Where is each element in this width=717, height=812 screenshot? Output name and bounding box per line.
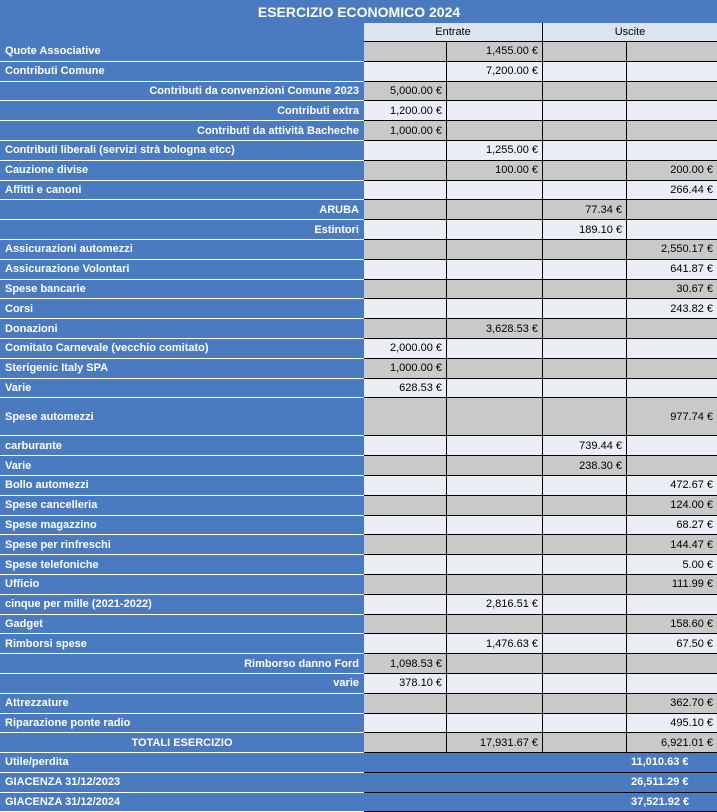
cell-e1 [364, 61, 447, 81]
cell-u1 [543, 614, 627, 634]
cell-e1 [364, 279, 447, 299]
cell-u2: 30.67 € [627, 279, 717, 299]
row-label: Spese per rinfreschi [1, 535, 364, 555]
cell-e1 [364, 634, 447, 654]
row-label: Contributi Comune [1, 61, 364, 81]
cell-e1: 378.10 € [364, 673, 447, 693]
summary-label: GIACENZA 31/12/2023 [1, 772, 364, 792]
cell-e1 [364, 555, 447, 575]
row-label: varie [1, 673, 364, 693]
table-row [1, 220, 717, 240]
cell-u1 [543, 535, 627, 555]
cell-e1 [364, 180, 447, 200]
table-row [1, 200, 717, 220]
row-label: Spese automezzi [1, 398, 364, 436]
cell-u1 [543, 338, 627, 358]
table-row [1, 594, 717, 614]
cell-e2 [447, 101, 543, 121]
cell-u2 [627, 101, 717, 121]
row-label: Ufficio [1, 574, 364, 594]
table-row [1, 634, 717, 654]
summary-blank-cell [447, 753, 543, 773]
cell-u1 [543, 319, 627, 339]
cell-u2 [627, 654, 717, 674]
cell-e1 [364, 515, 447, 535]
cell-e1 [364, 200, 447, 220]
cell-e2 [447, 338, 543, 358]
cell-e2 [447, 180, 543, 200]
cell-u1 [543, 101, 627, 121]
cell-e1 [364, 495, 447, 515]
cell-u1: 77.34 € [543, 200, 627, 220]
cell-u2: 495.10 € [627, 713, 717, 733]
table-row [1, 279, 717, 299]
cell-e2 [447, 200, 543, 220]
cell-u1 [543, 713, 627, 733]
summary-blank-cell [543, 792, 627, 812]
cell-u2 [627, 338, 717, 358]
cell-e1 [364, 436, 447, 456]
cell-u2: 68.27 € [627, 515, 717, 535]
cell-u1 [543, 42, 627, 62]
cell-u2 [627, 436, 717, 456]
row-label: Riparazione ponte radio [1, 713, 364, 733]
table-row [1, 398, 717, 436]
cell-e2 [447, 574, 543, 594]
table-row [1, 239, 717, 259]
cell-u1 [543, 654, 627, 674]
table-row [1, 555, 717, 575]
cell-u1 [543, 495, 627, 515]
cell-e2 [447, 475, 543, 495]
cell-e2: 2,816.51 € [447, 594, 543, 614]
cell-e2 [447, 614, 543, 634]
cell-e2: 1,476.63 € [447, 634, 543, 654]
cell-u2: 977.74 € [627, 398, 717, 436]
cell-u2: 6,921.01 € [627, 733, 717, 753]
cell-u2: 124.00 € [627, 495, 717, 515]
cell-e2: 100.00 € [447, 160, 543, 180]
cell-u1 [543, 81, 627, 101]
row-label: Contributi da attività Bacheche [1, 121, 364, 141]
cell-u2 [627, 220, 717, 240]
row-label: Varie [1, 378, 364, 398]
cell-e2: 17,931.67 € [447, 733, 543, 753]
cell-u2 [627, 121, 717, 141]
table-row [1, 574, 717, 594]
table-row [1, 338, 717, 358]
summary-blank-cell [543, 753, 627, 773]
table-row [1, 180, 717, 200]
cell-u2: 5.00 € [627, 555, 717, 575]
cell-e2 [447, 515, 543, 535]
cell-u1 [543, 693, 627, 713]
cell-u2 [627, 594, 717, 614]
cell-u2: 472.67 € [627, 475, 717, 495]
cell-u2 [627, 200, 717, 220]
summary-blank-cell [364, 772, 447, 792]
cell-u2 [627, 378, 717, 398]
row-label: carburante [1, 436, 364, 456]
cell-u1 [543, 398, 627, 436]
cell-e1 [364, 259, 447, 279]
cell-e1: 628.53 € [364, 378, 447, 398]
row-label: Cauzione divise [1, 160, 364, 180]
cell-e1 [364, 594, 447, 614]
cell-e2 [447, 279, 543, 299]
cell-e2: 7,200.00 € [447, 61, 543, 81]
cell-u2 [627, 42, 717, 62]
row-label: ARUBA [1, 200, 364, 220]
cell-e2 [447, 378, 543, 398]
cell-e2 [447, 398, 543, 436]
cell-e1 [364, 220, 447, 240]
cell-e1: 1,000.00 € [364, 358, 447, 378]
table-row [1, 693, 717, 713]
cell-u1 [543, 180, 627, 200]
summary-blank-cell [447, 772, 543, 792]
header-entrate: Entrate [364, 23, 543, 42]
cell-u1 [543, 574, 627, 594]
cell-e2 [447, 495, 543, 515]
cell-u1 [543, 594, 627, 614]
row-label: Sterigenic Italy SPA [1, 358, 364, 378]
row-label: Attrezzature [1, 693, 364, 713]
cell-u1 [543, 475, 627, 495]
table-row [1, 319, 717, 339]
cell-e1 [364, 574, 447, 594]
cell-e2 [447, 535, 543, 555]
cell-u2: 243.82 € [627, 299, 717, 319]
row-label: Bollo automezzi [1, 475, 364, 495]
cell-e1: 1,098.53 € [364, 654, 447, 674]
summary-blank-cell [364, 753, 447, 773]
summary-label: Utile/perdita [1, 753, 364, 773]
cell-u1: 238.30 € [543, 456, 627, 476]
table-row [1, 101, 717, 121]
cell-e1 [364, 614, 447, 634]
row-label: cinque per mille (2021-2022) [1, 594, 364, 614]
cell-e1: 2,000.00 € [364, 338, 447, 358]
table-row [1, 358, 717, 378]
cell-u1 [543, 673, 627, 693]
cell-u1 [543, 121, 627, 141]
cell-u1 [543, 378, 627, 398]
row-label: Spese cancelleria [1, 495, 364, 515]
table-row [1, 654, 717, 674]
cell-e1 [364, 319, 447, 339]
summary-row [1, 753, 717, 773]
header-blank [1, 23, 364, 42]
table-row [1, 42, 717, 62]
cell-u2: 158.60 € [627, 614, 717, 634]
summary-blank-cell [364, 792, 447, 812]
cell-u1 [543, 61, 627, 81]
cell-e1 [364, 398, 447, 436]
table-row [1, 160, 717, 180]
table-row [1, 378, 717, 398]
cell-e2 [447, 555, 543, 575]
cell-u2: 111.99 € [627, 574, 717, 594]
table-row [1, 140, 717, 160]
cell-u2 [627, 358, 717, 378]
table-row [1, 475, 717, 495]
cell-u1 [543, 140, 627, 160]
table-row [1, 61, 717, 81]
summary-value: 37,521.92 € [627, 792, 717, 812]
row-label: Spese telefoniche [1, 555, 364, 575]
row-label: Assicurazione Volontari [1, 259, 364, 279]
row-label: Rimborsi spese [1, 634, 364, 654]
cell-e1 [364, 535, 447, 555]
cell-u2: 2,550.17 € [627, 239, 717, 259]
cell-e1 [364, 299, 447, 319]
cell-u1 [543, 358, 627, 378]
table-row [1, 299, 717, 319]
summary-row [1, 792, 717, 812]
table-row [1, 713, 717, 733]
cell-e1 [364, 140, 447, 160]
cell-u2 [627, 456, 717, 476]
cell-u2 [627, 319, 717, 339]
table-row [1, 495, 717, 515]
cell-e1 [364, 475, 447, 495]
table-row [1, 81, 717, 101]
cell-u2: 362.70 € [627, 693, 717, 713]
row-label: Quote Associative [1, 42, 364, 62]
cell-e1 [364, 456, 447, 476]
cell-e2 [447, 693, 543, 713]
cell-e2 [447, 81, 543, 101]
table-row [1, 259, 717, 279]
cell-e2 [447, 654, 543, 674]
cell-u1 [543, 634, 627, 654]
summary-row [1, 772, 717, 792]
cell-e2 [447, 713, 543, 733]
cell-e2 [447, 239, 543, 259]
row-label: Contributi extra [1, 101, 364, 121]
cell-e2: 1,455.00 € [447, 42, 543, 62]
cell-e2: 3,628.53 € [447, 319, 543, 339]
cell-e2 [447, 299, 543, 319]
cell-u2 [627, 81, 717, 101]
cell-u2 [627, 140, 717, 160]
cell-u1 [543, 259, 627, 279]
cell-u1 [543, 299, 627, 319]
row-label: Estintori [1, 220, 364, 240]
table-row [1, 121, 717, 141]
row-label: Assicurazioni automezzi [1, 239, 364, 259]
cell-e1: 5,000.00 € [364, 81, 447, 101]
summary-blank-cell [447, 792, 543, 812]
cell-e2 [447, 436, 543, 456]
row-label: Comitato Carnevale (vecchio comitato) [1, 338, 364, 358]
header-uscite: Uscite [543, 23, 717, 42]
summary-label: GIACENZA 31/12/2024 [1, 792, 364, 812]
row-label: Contributi da convenzioni Comune 2023 [1, 81, 364, 101]
cell-e2 [447, 259, 543, 279]
cell-u1: 189.10 € [543, 220, 627, 240]
cell-e2 [447, 220, 543, 240]
cell-e2 [447, 358, 543, 378]
cell-u1: 739.44 € [543, 436, 627, 456]
row-label: Corsi [1, 299, 364, 319]
cell-e2 [447, 673, 543, 693]
summary-value: 11,010.63 € [627, 753, 717, 773]
summary-blank-cell [543, 772, 627, 792]
cell-u2: 144.47 € [627, 535, 717, 555]
cell-u2: 641.87 € [627, 259, 717, 279]
cell-e1 [364, 42, 447, 62]
row-label: Varie [1, 456, 364, 476]
summary-value: 26,511.29 € [627, 772, 717, 792]
cell-e2 [447, 456, 543, 476]
row-label: Donazioni [1, 319, 364, 339]
cell-u2 [627, 61, 717, 81]
cell-e1 [364, 713, 447, 733]
row-label: Rimborso danno Ford [1, 654, 364, 674]
table-row [1, 436, 717, 456]
cell-u2 [627, 673, 717, 693]
table-row [1, 535, 717, 555]
row-label: Spese magazzino [1, 515, 364, 535]
row-label: Affitti e canoni [1, 180, 364, 200]
cell-u1 [543, 555, 627, 575]
cell-u1 [543, 515, 627, 535]
table-row [1, 614, 717, 634]
sheet-title: ESERCIZIO ECONOMICO 2024 [1, 1, 717, 23]
cell-u1 [543, 733, 627, 753]
table-row [1, 456, 717, 476]
table-row [1, 733, 717, 753]
row-label: Spese bancarie [1, 279, 364, 299]
cell-u2: 67.50 € [627, 634, 717, 654]
cell-u1 [543, 239, 627, 259]
cell-e1 [364, 693, 447, 713]
cell-e1: 1,000.00 € [364, 121, 447, 141]
row-label: TOTALI ESERCIZIO [1, 733, 364, 753]
table-row [1, 515, 717, 535]
cell-e2 [447, 121, 543, 141]
cell-e2: 1,255.00 € [447, 140, 543, 160]
cell-u2: 200.00 € [627, 160, 717, 180]
cell-e1: 1,200.00 € [364, 101, 447, 121]
cell-u1 [543, 160, 627, 180]
cell-e1 [364, 160, 447, 180]
row-label: Contributi liberali (servizi strà bologna etcc) [1, 140, 364, 160]
row-label: Gadget [1, 614, 364, 634]
cell-u1 [543, 279, 627, 299]
cell-e1 [364, 733, 447, 753]
cell-u2: 266.44 € [627, 180, 717, 200]
table-row [1, 673, 717, 693]
cell-e1 [364, 239, 447, 259]
